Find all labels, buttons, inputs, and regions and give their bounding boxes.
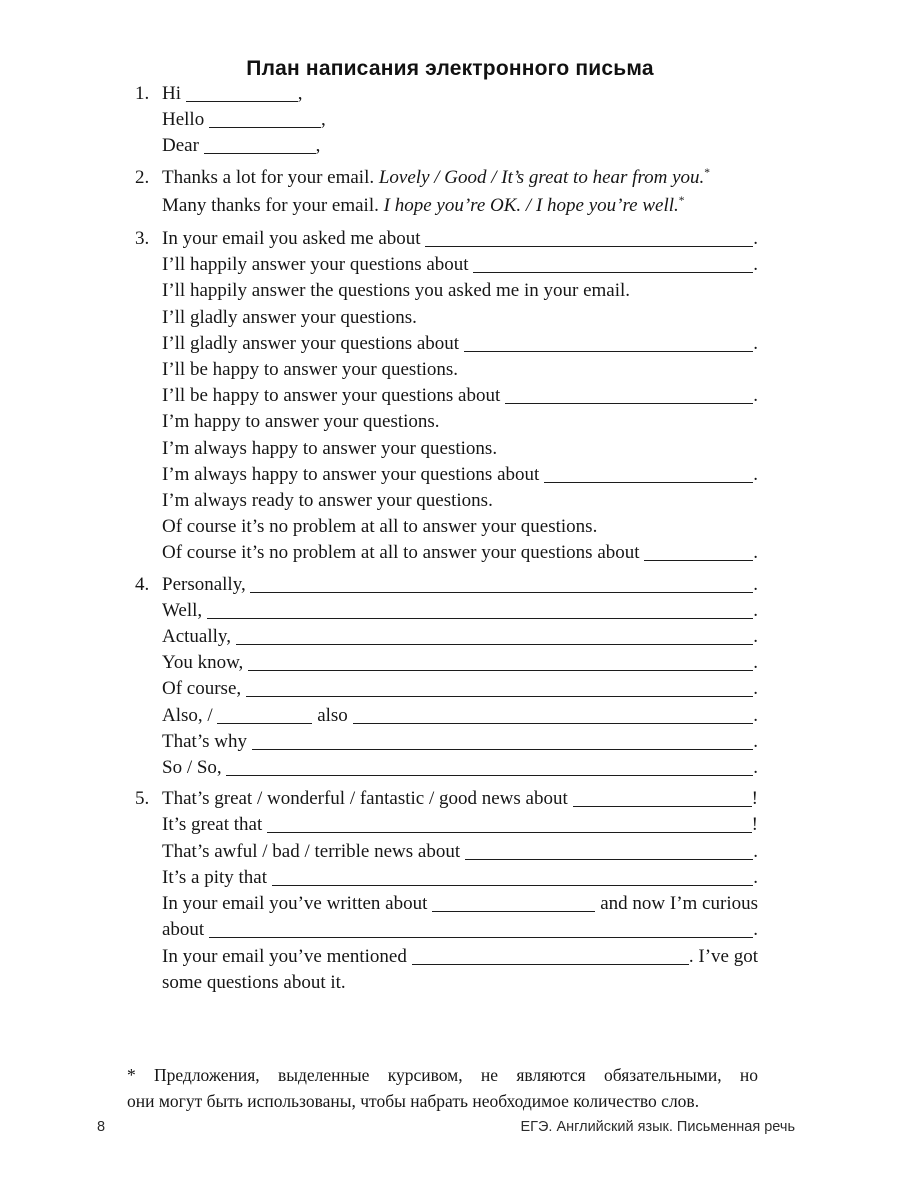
blank-line [246, 696, 753, 697]
text-segment: . [753, 652, 758, 674]
item-line [162, 226, 758, 252]
text-segment: . [753, 599, 758, 621]
item-line [162, 514, 758, 540]
blank-line [473, 272, 753, 273]
blank-line [353, 723, 754, 724]
plan-item [135, 572, 758, 782]
footnote [127, 1062, 758, 1115]
text-segment: That’s awful / bad / terrible news about [162, 840, 465, 862]
text-segment: Hi [162, 83, 186, 104]
item-body [162, 81, 758, 160]
text-segment: Many thanks for your email. [162, 194, 384, 216]
item-line [162, 331, 758, 357]
text-segment: I’m always happy to answer your questions. [162, 437, 498, 459]
blank-line [209, 127, 321, 128]
item-line [162, 462, 758, 488]
text-segment: It’s great that [162, 814, 267, 836]
blank-line [186, 101, 298, 102]
page-footer [97, 1119, 795, 1135]
text-segment: That’s why [162, 730, 252, 752]
text-segment: . [753, 573, 758, 595]
blank-line [267, 832, 752, 833]
item-line [162, 944, 758, 970]
blank-line [544, 482, 753, 483]
blank-line [505, 403, 753, 404]
plan-item [135, 81, 758, 160]
text-segment: In your email you’ve mentioned [162, 945, 412, 967]
text-segment: You know, [162, 652, 249, 674]
blank-line [573, 806, 752, 807]
blank-line [272, 885, 753, 886]
text-segment: In your email you asked me about [162, 228, 426, 250]
text-segment: Hello [162, 109, 209, 131]
text-segment: . [753, 626, 758, 648]
text-segment: . [753, 678, 758, 700]
text-segment: I’ll be happy to answer your questions. [162, 359, 459, 381]
text-segment: I’ll happily answer your questions about [162, 254, 474, 276]
item-line [162, 383, 758, 409]
optional-phrase-italic: Lovely / Good / It’s great to hear from you. [378, 166, 705, 188]
text-segment: . [753, 757, 758, 779]
text-segment: I’ll gladly answer your questions. [162, 306, 417, 328]
item-body [162, 226, 758, 567]
text-segment: I’m always ready to answer your questions. [162, 490, 493, 512]
item-line [162, 193, 758, 221]
item-line [162, 786, 758, 812]
item-line [162, 305, 758, 331]
optional-phrase-italic: I hope you’re OK. / I hope you’re well. [383, 194, 679, 216]
item-line [162, 970, 758, 996]
item-line [162, 891, 758, 917]
blank-line [248, 670, 753, 671]
text-segment: It’s a pity that [162, 866, 272, 888]
text-segment: Dear [162, 135, 204, 157]
item-line [162, 755, 758, 781]
text-segment: . [753, 542, 758, 564]
text-segment: Personally, [162, 573, 251, 595]
item-line [162, 865, 758, 891]
item-number: 1. [135, 83, 150, 104]
item-body [162, 165, 758, 221]
text-segment: . [753, 704, 758, 726]
item-line [162, 357, 758, 383]
text-segment: ! [751, 788, 758, 810]
text-segment: , [297, 83, 303, 104]
item-line [162, 252, 758, 278]
text-segment: Well, [162, 599, 207, 621]
text-segment: . [753, 228, 758, 250]
text-segment: Of course it’s no problem at all to answer your questions. [162, 516, 598, 538]
footnote-asterisk-sup: * [678, 194, 685, 207]
text-segment: I’ll gladly answer your questions about [162, 332, 464, 354]
plan-item [135, 165, 758, 221]
text-segment: I’m always happy to answer your questions about [162, 463, 545, 485]
footnote-text-line-2: они могут быть использованы, чтобы набрать необходимое количество слов. [127, 1091, 700, 1112]
item-number: 2. [135, 166, 150, 188]
item-line [162, 729, 758, 755]
text-segment: I’ll happily answer the questions you asked me in your email. [162, 280, 631, 302]
text-segment: . [753, 840, 758, 862]
item-line [162, 540, 758, 566]
plan-list [135, 81, 758, 1001]
blank-line [217, 723, 312, 724]
text-segment: . [753, 463, 758, 485]
text-segment: Actually, [162, 626, 236, 648]
text-segment: . [753, 254, 758, 276]
blank-line [464, 351, 753, 352]
item-line [162, 598, 758, 624]
item-body [162, 572, 758, 782]
blank-line [465, 859, 753, 860]
blank-line [252, 749, 754, 750]
text-segment: Of course, [162, 678, 246, 700]
blank-line [204, 153, 316, 154]
text-segment: . I’ve got [688, 945, 758, 967]
page-title: План написания электронного письма [246, 57, 654, 80]
item-line [162, 839, 758, 865]
item-number: 5. [135, 788, 150, 810]
footnote-asterisk-sup: * [704, 166, 711, 179]
text-segment: , [320, 109, 326, 131]
text-segment: In your email you’ve written about [162, 893, 433, 915]
blank-line [236, 644, 754, 645]
blank-line [425, 246, 753, 247]
text-segment: . [753, 866, 758, 888]
text-segment: about [162, 919, 209, 941]
text-segment: Of course it’s no problem at all to answer your questions about [162, 542, 645, 564]
text-segment: ! [751, 814, 758, 836]
text-segment: . [753, 730, 758, 752]
blank-line [250, 592, 753, 593]
text-segment: Also, / [162, 704, 218, 726]
blank-line [226, 775, 753, 776]
text-segment: I’m happy to answer your questions. [162, 411, 440, 433]
item-line [162, 650, 758, 676]
text-segment: , [315, 135, 321, 157]
plan-item [135, 786, 758, 996]
footnote-marker: * [127, 1065, 136, 1085]
text-segment: Thanks a lot for your email. [162, 166, 379, 188]
blank-line [432, 911, 595, 912]
item-line [162, 436, 758, 462]
item-line [162, 133, 758, 159]
blank-line [207, 618, 753, 619]
blank-line [412, 964, 689, 965]
text-segment: . [753, 919, 758, 941]
item-line [162, 676, 758, 702]
text-segment: some questions about it. [162, 971, 346, 993]
text-segment: . [753, 332, 758, 354]
item-line [162, 572, 758, 598]
footnote-line-1 [127, 1062, 758, 1088]
text-segment: That’s great / wonderful / fantastic / good news about [162, 788, 573, 810]
item-line [162, 488, 758, 514]
item-line [162, 624, 758, 650]
item-number: 4. [135, 573, 150, 595]
item-number: 3. [135, 228, 150, 250]
plan-item [135, 226, 758, 567]
text-segment: . [753, 385, 758, 407]
page-number: 8 [97, 1119, 106, 1135]
item-line [162, 703, 758, 729]
text-segment: and now I’m curious [595, 893, 758, 915]
item-line [162, 165, 758, 193]
item-line [162, 278, 758, 304]
blank-line [209, 937, 753, 938]
footnote-text-line-1: Предложения, выделенные курсивом, не являются обязательными, но [154, 1065, 758, 1085]
item-body [162, 786, 758, 996]
item-line [162, 409, 758, 435]
book-title: ЕГЭ. Английский язык. Письменная речь [520, 1119, 795, 1135]
item-line [162, 917, 758, 943]
text-segment: also [312, 704, 353, 726]
blank-line [644, 560, 753, 561]
text-segment: I’ll be happy to answer your questions about [162, 385, 505, 407]
text-segment: So / So, [162, 757, 227, 779]
item-line [162, 107, 758, 133]
item-line [162, 812, 758, 838]
item-line [162, 81, 758, 107]
